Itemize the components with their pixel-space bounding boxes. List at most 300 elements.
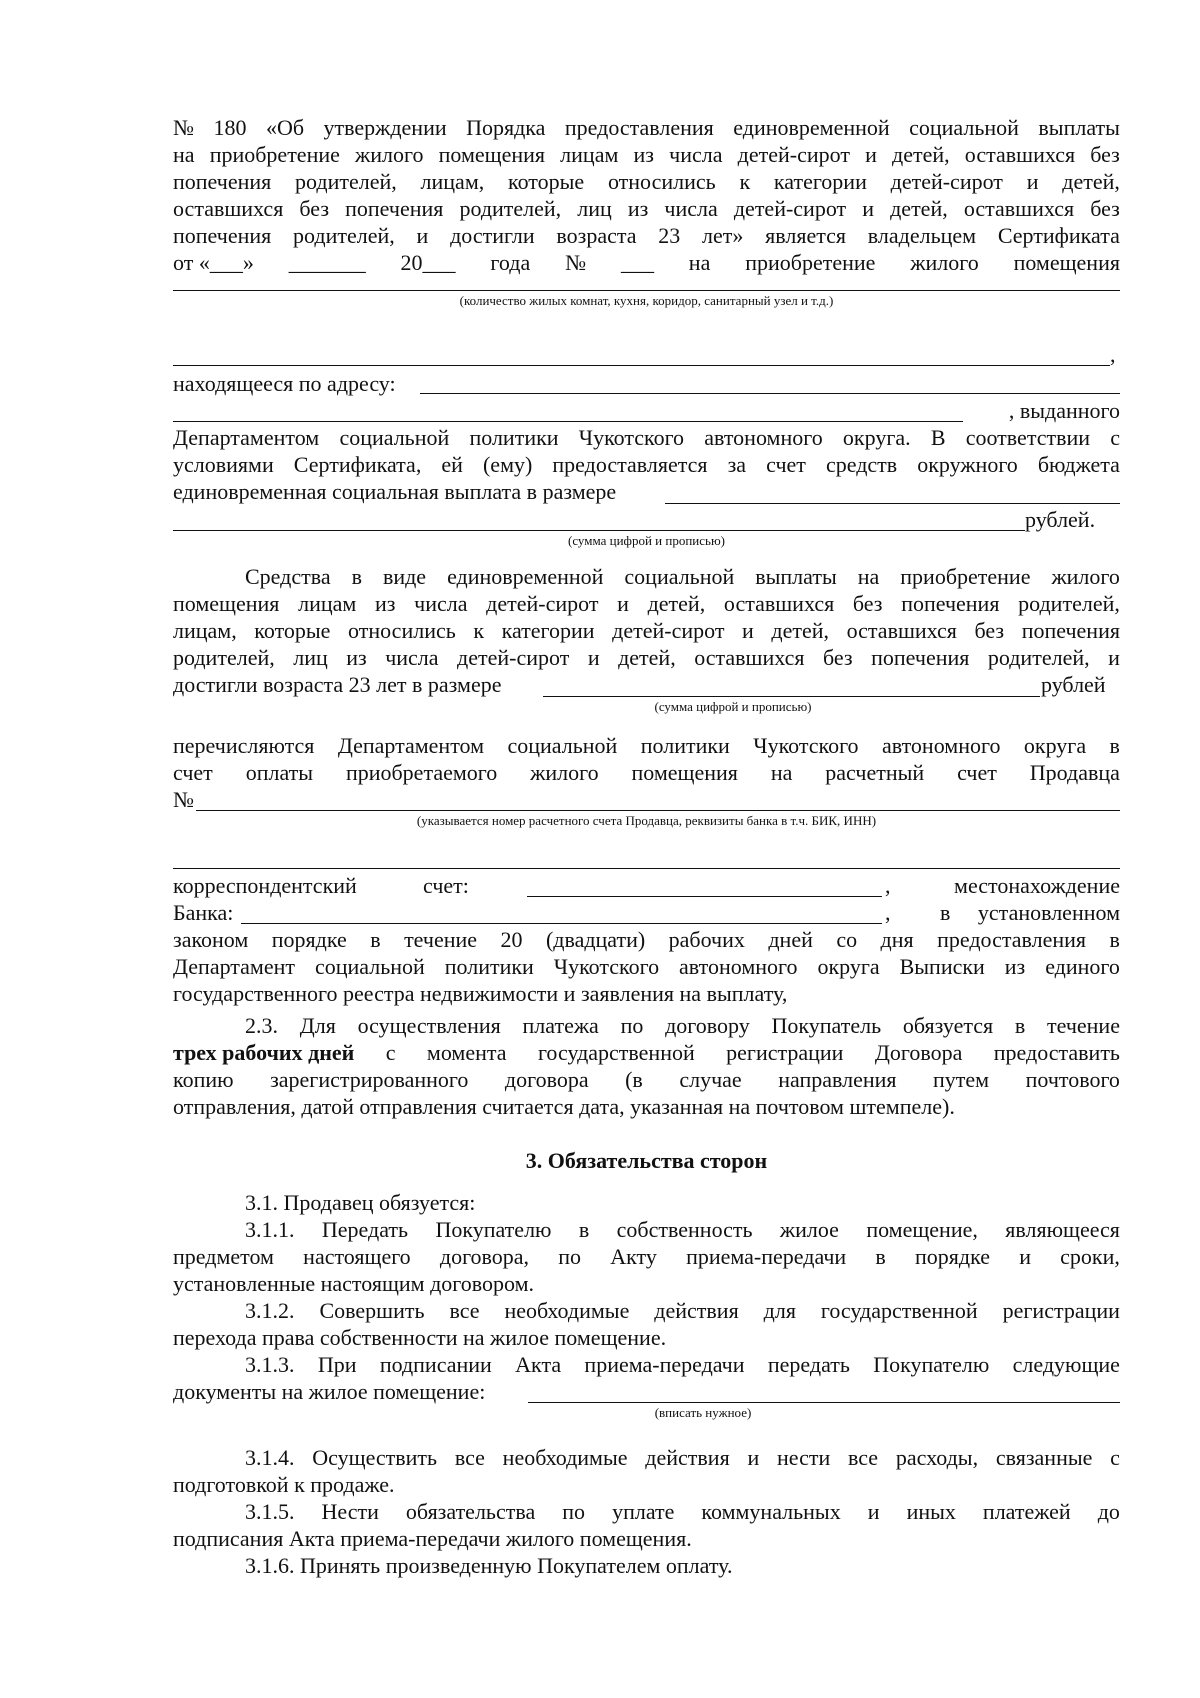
word: от «___» (173, 250, 254, 275)
word: счет (173, 760, 213, 785)
word: Чукотского (753, 733, 859, 758)
word: действия (654, 1298, 739, 1323)
word: зарегистрированного (270, 1067, 469, 1092)
word: и (1026, 169, 1039, 194)
word: 3.1.3. (245, 1352, 295, 1377)
caption-account: (указывается номер расчетного счета Продавца, реквизиты банка в т.ч. БИК, ИНН) (416, 813, 877, 828)
issued-text: , выданного (1008, 398, 1120, 423)
word: детей-сирот (890, 169, 1003, 194)
word: регистрации (1002, 1298, 1120, 1323)
word: жилого (1051, 564, 1120, 589)
word: с (1110, 425, 1120, 450)
word: Чукотского (553, 954, 660, 979)
word: все (449, 1298, 480, 1323)
word: попечения (901, 591, 1000, 616)
word: попечения (173, 169, 272, 194)
word: сроки, (1060, 1244, 1120, 1269)
amount-continuation-line (173, 530, 1025, 531)
text-line (245, 1498, 1120, 1525)
word: Передать (321, 1217, 409, 1242)
section-heading: 3. Обязательства сторон (525, 1148, 768, 1173)
word: 2.3. (245, 1013, 278, 1038)
word: (в (625, 1067, 643, 1092)
word: (двадцати) (545, 927, 646, 952)
word: Для (299, 1013, 336, 1038)
rubles-label: рублей. (1025, 507, 1096, 532)
text-line (245, 563, 1120, 590)
word: оставшихся (846, 618, 957, 643)
word: попечения (1021, 618, 1120, 643)
word: в (1014, 1013, 1026, 1038)
word: без (1090, 142, 1120, 167)
word: все (848, 1445, 879, 1470)
word: детей, (647, 591, 706, 616)
text-line: 3.1.6. Принять произведенную Покупателем оплату. (245, 1553, 733, 1578)
word: лиц (577, 196, 612, 221)
word: предоставления (564, 115, 714, 140)
word: года (490, 250, 531, 275)
address-continuation-line (173, 421, 963, 422)
word: счет (957, 760, 997, 785)
word: Выписки (899, 954, 985, 979)
word: категории (773, 169, 867, 194)
word: 3.1.5. (245, 1499, 295, 1524)
word: течение (404, 927, 478, 952)
word: Порядка (466, 115, 546, 140)
text-line (173, 617, 1120, 644)
word: детей-сирот (733, 196, 847, 221)
text-line: подписания Акта приема-передачи жилого помещения. (173, 1526, 692, 1551)
word: бюджета (1037, 452, 1120, 477)
text-line: 3.1. Продавец обязуется: (245, 1190, 476, 1215)
word: Департаментом (337, 733, 485, 758)
word: Департамент (173, 954, 296, 979)
word: на (173, 142, 195, 167)
address-label: находящееся по адресу: (173, 371, 396, 396)
comma: , (885, 900, 891, 925)
comma: , (1110, 342, 1116, 367)
word: рабочих (668, 927, 745, 952)
word: и (416, 223, 429, 248)
word: на (857, 564, 880, 589)
text-line: достигли возраста 23 лет в размере (173, 672, 502, 697)
word: детей-сирот (486, 591, 599, 616)
bank-field-line (241, 923, 882, 924)
word: предоставить (993, 1040, 1120, 1065)
word: округа (1023, 733, 1087, 758)
word: _______ (288, 250, 366, 275)
word: все (454, 1445, 485, 1470)
amount-field-line (665, 503, 1120, 504)
word: № (565, 250, 587, 275)
word: уплате (612, 1499, 675, 1524)
word: родителей, (459, 196, 562, 221)
word: округа (817, 954, 880, 979)
word: детей-сирот (457, 645, 570, 670)
word: приобретение (900, 564, 1031, 589)
word: установленном (977, 900, 1120, 925)
text-line (173, 1066, 1120, 1093)
caption-rooms: (количество жилых комнат, кухня, коридор, санитарный узел и т.д.) (459, 293, 834, 308)
word: для (763, 1298, 796, 1323)
word: и (1108, 645, 1120, 670)
word: платежа (522, 1013, 599, 1038)
word: нести (777, 1445, 831, 1470)
word: 20___ (400, 250, 456, 275)
word: политики (640, 733, 730, 758)
word: социальной (314, 954, 425, 979)
word: порядке (914, 1244, 990, 1269)
word: средств (825, 452, 898, 477)
word: числа (385, 645, 439, 670)
text-line (245, 1351, 1120, 1378)
word: В (930, 425, 946, 450)
text-line (173, 926, 1120, 953)
number-sign: № (173, 787, 194, 812)
word: «Об (265, 115, 305, 140)
word: Осуществить (312, 1445, 438, 1470)
word: 180 (213, 115, 247, 140)
text-line (173, 732, 1120, 759)
address-field-line (420, 393, 1120, 394)
word: с (1110, 1445, 1120, 1470)
word: Покупателю (873, 1352, 990, 1377)
blank-line (173, 868, 1120, 869)
word: которые (254, 618, 331, 643)
word: Департаментом (173, 425, 320, 450)
word: из (346, 645, 367, 670)
word: предоставляется (552, 452, 708, 477)
word: попечения (345, 196, 444, 221)
word: социальной (507, 733, 618, 758)
word: детей, (892, 142, 950, 167)
word: Сертификата, (293, 452, 422, 477)
word: с (385, 1040, 396, 1065)
word: лиц (293, 645, 328, 670)
word: в (578, 1217, 590, 1242)
word: числа (664, 196, 718, 221)
word: и (862, 196, 875, 221)
word: 20 (500, 927, 523, 952)
word: Покупатель (771, 1013, 882, 1038)
text-line (173, 424, 1120, 451)
word: Договора (874, 1040, 963, 1065)
word: осуществления (357, 1013, 501, 1038)
word: по (558, 1244, 582, 1269)
word: виде (382, 564, 427, 589)
text-line (173, 168, 1120, 195)
word: из (627, 196, 649, 221)
word: приема-передачи (686, 1244, 847, 1269)
word: связанные (995, 1445, 1093, 1470)
word: без (1090, 196, 1120, 221)
word: к (739, 169, 751, 194)
word: единовременной (447, 564, 604, 589)
word: законом (173, 927, 249, 952)
word: на (688, 250, 711, 275)
word: и (742, 618, 754, 643)
comma: , (885, 873, 891, 898)
text-line (173, 644, 1120, 671)
word: политики (469, 425, 559, 450)
word: платежей (982, 1499, 1071, 1524)
word: ей (441, 452, 463, 477)
word: в (875, 1244, 886, 1269)
word: Чукотского (578, 425, 685, 450)
caption-sum: (сумма цифрой и прописью) (567, 533, 725, 548)
word: путем (933, 1067, 990, 1092)
text-line (245, 1012, 1120, 1039)
text-line (173, 249, 1120, 276)
word: почтового (1025, 1067, 1120, 1092)
word: категории (501, 618, 595, 643)
word: достигли (450, 223, 535, 248)
word: родителей, (295, 169, 397, 194)
word: родителей, (1018, 591, 1120, 616)
word: попечения (173, 223, 272, 248)
word: социальной (339, 425, 450, 450)
word: и (865, 142, 877, 167)
word: и (1019, 1244, 1031, 1269)
account-field-line (196, 810, 1120, 811)
word: автономного (679, 954, 798, 979)
word: социальной (624, 564, 735, 589)
word: приобретение (209, 142, 340, 167)
word: и (617, 591, 629, 616)
text-line: установленные настоящим договором. (173, 1271, 534, 1296)
word: лицам, (173, 618, 237, 643)
word: без (852, 591, 883, 616)
word: родителей, (987, 645, 1090, 670)
word: попечения (871, 645, 970, 670)
word: помещения (438, 142, 546, 167)
word: перечисляются (173, 733, 315, 758)
word: выплаты (1038, 115, 1120, 140)
word: приема-передачи (584, 1352, 745, 1377)
word: к (473, 618, 485, 643)
text-line: единовременная социальная выплата в размере (173, 479, 617, 504)
text-line (173, 590, 1120, 617)
word: в (370, 927, 381, 952)
word: (ему) (482, 452, 533, 477)
bank-label: Банка: (173, 900, 234, 925)
blank-line (173, 365, 1110, 366)
word: оставшихся (173, 196, 284, 221)
word: в (940, 900, 951, 925)
word: копию (173, 1067, 234, 1092)
word: иных (906, 1499, 956, 1524)
text-line: подготовкой к продаже. (173, 1472, 395, 1497)
word: социальной (909, 115, 1019, 140)
word: расчетный (825, 760, 925, 785)
word: относились (348, 618, 456, 643)
word: оставшихся (963, 196, 1075, 221)
word: Нести (321, 1499, 379, 1524)
text-line (173, 1039, 1120, 1066)
word: Акту (610, 1244, 657, 1269)
word: дней (768, 927, 813, 952)
word: жилого (910, 250, 979, 275)
word: помещение, (866, 1217, 978, 1242)
corr-schet: счет: (423, 873, 469, 898)
text-line: перехода права собственности на жилое помещение. (173, 1325, 667, 1350)
word: лицам, (420, 169, 485, 194)
word: на (770, 760, 793, 785)
word: Продавца (1029, 760, 1120, 785)
text-line (173, 222, 1120, 249)
word: в (1109, 733, 1120, 758)
word: по (562, 1499, 586, 1524)
word: владельцем (867, 223, 977, 248)
word: При (317, 1352, 357, 1377)
word: соответствии (965, 425, 1091, 450)
word: жилого (530, 760, 599, 785)
word: единовременной (733, 115, 890, 140)
word: по (620, 1013, 644, 1038)
text-line (245, 1297, 1120, 1324)
word: оставшихся (694, 645, 805, 670)
word: собственность (616, 1217, 753, 1242)
word: приобретение (745, 250, 876, 275)
word: детей, (771, 618, 830, 643)
word: № (173, 115, 194, 140)
word: 3.1.1. (245, 1217, 295, 1242)
word: жилое (779, 1217, 839, 1242)
word: родителей, (173, 645, 275, 670)
word: утверждении (323, 115, 447, 140)
word: округа. (842, 425, 911, 450)
word: детей, (618, 645, 676, 670)
text-line: государственного реестра недвижимости и заявления на выплату, (173, 981, 788, 1006)
word: лет» (702, 223, 744, 248)
word: договора (504, 1067, 589, 1092)
word: возраста (556, 223, 637, 248)
word: и (747, 1445, 760, 1470)
documents-field-line (528, 1402, 1120, 1403)
word: без (299, 196, 330, 221)
word: момента (426, 1040, 507, 1065)
word: до (1097, 1499, 1120, 1524)
word: и (587, 645, 600, 670)
text-line (173, 451, 1120, 478)
word: Акта (515, 1352, 562, 1377)
word: лицам (560, 142, 619, 167)
word: лицам (298, 591, 357, 616)
word: ___ (620, 250, 654, 275)
word: обязуется (902, 1013, 994, 1038)
word: Средства (245, 564, 331, 589)
word: автономного (882, 733, 1001, 758)
word: 3.1.2. (245, 1298, 295, 1323)
word: числа (669, 142, 723, 167)
word: из (1004, 954, 1026, 979)
text-line (173, 1243, 1120, 1270)
word: действия (645, 1445, 730, 1470)
text-line (173, 141, 1120, 168)
text-line (173, 759, 1120, 786)
word: подписании (379, 1352, 492, 1377)
caption-sum: (сумма цифрой и прописью) (654, 699, 812, 714)
text-line (245, 1216, 1120, 1243)
word: Сертификата (997, 223, 1120, 248)
word: направления (778, 1067, 897, 1092)
bold-phrase: трех рабочих дней (173, 1040, 355, 1065)
text-line: отправления, датой отправления считается дата, указанная на почтовом штемпеле). (173, 1094, 955, 1119)
word: из (374, 591, 396, 616)
word: договора, (439, 1244, 530, 1269)
word: Совершить (319, 1298, 425, 1323)
word: передать (767, 1352, 850, 1377)
word: настоящего (303, 1244, 411, 1269)
word: в (351, 564, 362, 589)
word: детей-сирот (737, 142, 850, 167)
word: приобретаемого (345, 760, 498, 785)
word: помещения (631, 760, 738, 785)
blank-rooms-line (173, 290, 1120, 291)
caption-insert: (вписать нужное) (654, 1405, 752, 1420)
word: оставшихся (723, 591, 835, 616)
word: государственной (820, 1298, 978, 1323)
word: следующие (1012, 1352, 1120, 1377)
word: детей, (890, 196, 948, 221)
word: числа (414, 591, 468, 616)
word: счет (766, 452, 806, 477)
rubles-label: рублей (1041, 672, 1106, 697)
word: порядке (271, 927, 347, 952)
text-line (173, 953, 1120, 980)
word: случае (679, 1067, 742, 1092)
word: регистрации (726, 1040, 844, 1065)
word: оплаты (245, 760, 314, 785)
word: в (1109, 927, 1120, 952)
word: без (974, 618, 1005, 643)
word: родителей, (293, 223, 395, 248)
word: расходы, (895, 1445, 979, 1470)
word: жилого (355, 142, 424, 167)
word: договору (665, 1013, 750, 1038)
word: обязательства (405, 1499, 536, 1524)
word: необходимые (502, 1445, 628, 1470)
word: предметом (173, 1244, 274, 1269)
word: Покупателю (435, 1217, 552, 1242)
word: которые (508, 169, 585, 194)
word: автономного (704, 425, 823, 450)
word: коммунальных (701, 1499, 841, 1524)
word: оставшихся (964, 142, 1076, 167)
word: являющееся (1005, 1217, 1120, 1242)
word: за (727, 452, 747, 477)
word: выплаты (755, 564, 837, 589)
text-line (173, 195, 1120, 222)
word: условиями (173, 452, 274, 477)
word: помещения (1013, 250, 1120, 275)
word: течение (1046, 1013, 1120, 1038)
word: дня (880, 927, 914, 952)
word: 3.1.4. (245, 1445, 295, 1470)
word: помещения (173, 591, 280, 616)
word: окружного (917, 452, 1018, 477)
text-line (245, 1444, 1120, 1471)
corr-label: корреспондентский (173, 873, 357, 898)
word: политики (444, 954, 534, 979)
word: со (836, 927, 858, 952)
word: и (867, 1499, 880, 1524)
word: государственной (537, 1040, 695, 1065)
text-line: документы на жилое помещение: (173, 1379, 486, 1404)
word: единого (1045, 954, 1120, 979)
word: 23 (658, 223, 681, 248)
corr-account-line (527, 896, 882, 897)
